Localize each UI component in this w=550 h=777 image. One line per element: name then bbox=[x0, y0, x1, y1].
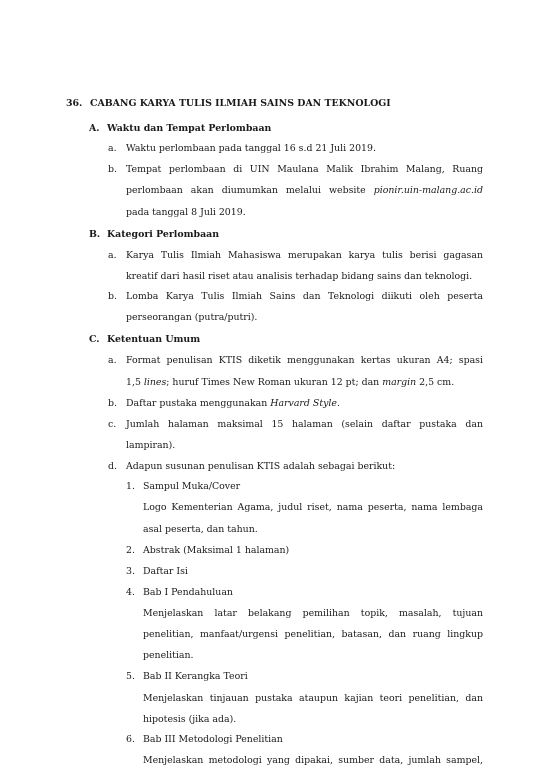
numbered-item-desc: Menjelaskan metodologi yang dipakai, sumber data, jumlah sampel, bbox=[143, 755, 483, 766]
numbered-item-desc: Menjelaskan latar belakang pemilihan topik, masalah, tujuan bbox=[143, 608, 483, 619]
numbered-item-title: Bab III Metodologi Penelitian bbox=[143, 733, 283, 745]
section-title: CABANG KARYA TULIS ILMIAH SAINS DAN TEKNOLOGI bbox=[90, 98, 391, 109]
list-marker: d. bbox=[108, 461, 117, 473]
list-item-text: Karya Tulis Ilmiah Mahasiswa merupakan karya tulis berisi gagasan bbox=[126, 249, 483, 261]
list-marker: a. bbox=[108, 143, 117, 155]
numbered-item-title: Bab II Kerangka Teori bbox=[143, 671, 248, 683]
numbered-marker: 6. bbox=[126, 733, 135, 745]
list-item-text: Waktu perlombaan pada tanggal 16 s.d 21 Juli 2019. bbox=[126, 143, 376, 155]
website-link: pionir.uin-malang.ac.id bbox=[373, 185, 483, 197]
subsection-a-letter: A. bbox=[89, 123, 100, 134]
subsection-b-title: Kategori Perlombaan bbox=[107, 228, 220, 240]
subsection-c-title: Ketentuan Umum bbox=[107, 334, 201, 346]
list-marker: a. bbox=[108, 355, 117, 367]
numbered-item-desc: penelitian, manfaat/urgensi penelitian, batasan, dan ruang lingkup bbox=[143, 629, 483, 641]
subsection-b-letter: B. bbox=[89, 228, 101, 240]
numbered-item-desc: asal peserta, dan tahun. bbox=[143, 523, 258, 535]
list-item-text: Daftar pustaka menggunakan Harvard Style. bbox=[126, 397, 340, 409]
list-item-text: lampiran). bbox=[126, 439, 176, 451]
numbered-item-title: Bab I Pendahuluan bbox=[143, 586, 233, 598]
list-marker: a. bbox=[108, 249, 117, 261]
list-marker: b. bbox=[108, 397, 117, 409]
list-marker: c. bbox=[108, 418, 117, 430]
numbered-item-desc: hipotesis (jika ada). bbox=[143, 713, 237, 725]
list-item-text: Tempat perlombaan di UIN Maulana Malik Ibrahim Malang, Ruang bbox=[126, 164, 483, 176]
numbered-marker: 4. bbox=[126, 586, 135, 598]
numbered-item-title: Abstrak (Maksimal 1 halaman) bbox=[143, 544, 290, 556]
numbered-item-desc: Logo Kementerian Agama, judul riset, nama peserta, nama lembaga bbox=[143, 502, 483, 514]
numbered-item-desc: penelitian. bbox=[143, 650, 194, 662]
numbered-item-desc: Menjelaskan tinjauan pustaka ataupun kajian teori penelitian, dan bbox=[143, 692, 483, 704]
list-item-text: Jumlah halaman maksimal 15 halaman (selain daftar pustaka dan bbox=[126, 418, 483, 430]
list-item-text: Lomba Karya Tulis Ilmiah Sains dan Teknologi diikuti oleh peserta bbox=[126, 291, 483, 303]
list-item-text: perlombaan akan diumumkan melalui website pionir.uin-malang.ac.id bbox=[126, 185, 483, 197]
list-marker: b. bbox=[108, 164, 117, 176]
subsection-c-letter: C. bbox=[89, 334, 100, 346]
numbered-item-title: Sampul Muka/Cover bbox=[143, 481, 241, 493]
list-item-text: kreatif dari hasil riset atau analisis terhadap bidang sains dan teknologi. bbox=[126, 270, 473, 282]
section-number: 36. bbox=[66, 98, 83, 109]
list-item-text: Format penulisan KTIS diketik menggunakan kertas ukuran A4; spasi bbox=[126, 355, 483, 367]
list-marker: b. bbox=[108, 291, 117, 303]
list-item-text: Adapun susunan penulisan KTIS adalah sebagai berikut: bbox=[126, 461, 396, 473]
numbered-marker: 3. bbox=[126, 565, 135, 577]
list-item-text: perseorangan (putra/putri). bbox=[126, 312, 258, 324]
numbered-marker: 2. bbox=[126, 544, 135, 556]
list-item-text: 1,5 lines; huruf Times New Roman ukuran 12 pt; dan margin 2,5 cm. bbox=[126, 376, 455, 388]
list-item-text: pada tanggal 8 Juli 2019. bbox=[126, 206, 246, 218]
subsection-a-title: Waktu dan Tempat Perlombaan bbox=[107, 123, 272, 134]
numbered-marker: 1. bbox=[126, 481, 135, 493]
numbered-marker: 5. bbox=[126, 671, 135, 683]
numbered-item-title: Daftar Isi bbox=[143, 565, 188, 577]
